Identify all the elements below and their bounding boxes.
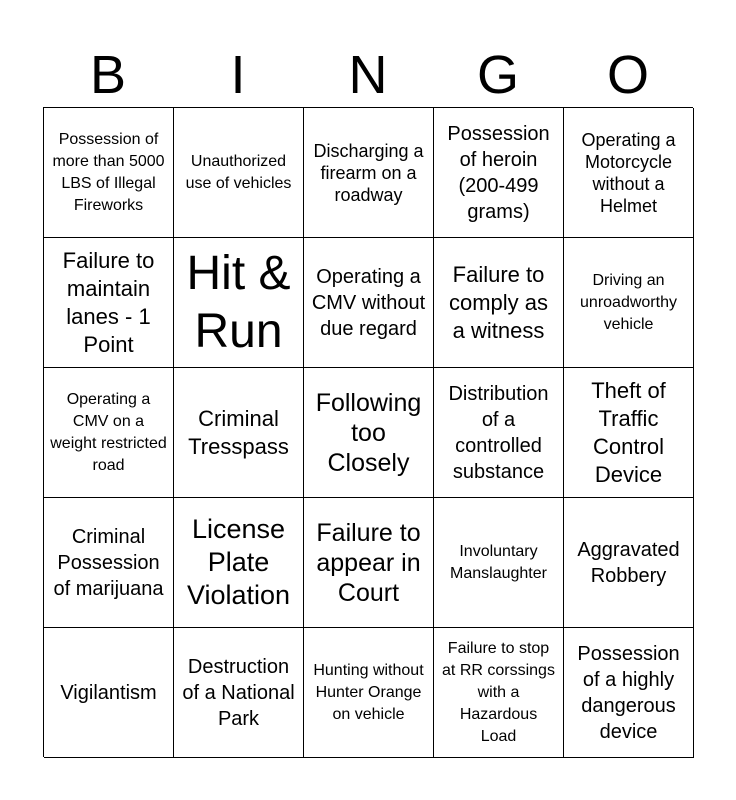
cell-text: Failure to maintain lanes - 1 Point — [62, 247, 155, 357]
bingo-cell-r3c2[interactable] — [174, 368, 304, 498]
cell-text: Operating a CMV without due regard — [311, 265, 426, 340]
bingo-cell-r4c4[interactable] — [434, 498, 564, 628]
header-letter-i: I — [230, 45, 246, 105]
header-letter-b: B — [89, 45, 127, 105]
bingo-cell-r1c4[interactable] — [434, 108, 564, 238]
cell-text: Theft of Traffic Control Device — [591, 377, 666, 487]
cell-text: Vigilantism — [60, 681, 157, 704]
cell-text: Discharging a firearm on a roadway — [313, 140, 424, 205]
bingo-cell-r4c2[interactable] — [174, 498, 304, 628]
bingo-cell-r2c1[interactable] — [44, 238, 174, 368]
bingo-cell-r2c5[interactable] — [564, 238, 694, 368]
bingo-header — [43, 44, 693, 106]
bingo-cell-r5c2[interactable] — [174, 628, 304, 758]
bingo-cell-r4c3[interactable] — [304, 498, 434, 628]
cell-text: Failure to appear in Court — [316, 518, 421, 607]
bingo-cell-r2c4[interactable] — [434, 238, 564, 368]
bingo-cell-r3c5[interactable] — [564, 368, 694, 498]
bingo-cell-r1c1[interactable] — [44, 108, 174, 238]
cell-text: Criminal Tresspass — [188, 405, 289, 459]
cell-text: Operating a Motorcycle without a Helmet — [581, 129, 676, 216]
cell-text: Involuntary Manslaughter — [450, 542, 547, 582]
cell-text: Possession of heroin (200-499 grams) — [447, 122, 550, 223]
bingo-cell-r4c5[interactable] — [564, 498, 694, 628]
cell-text: License Plate Violation — [186, 514, 291, 610]
cell-text: Aggravated Robbery — [577, 538, 680, 587]
header-letter-g: G — [476, 45, 519, 105]
cell-text: Criminal Possession of marijuana — [53, 525, 164, 600]
bingo-cell-r1c2[interactable] — [174, 108, 304, 238]
cell-text: Failure to stop at RR corssings with a Hazardous Load — [442, 639, 555, 745]
bingo-cell-r5c5[interactable] — [564, 628, 694, 758]
cell-text: Hunting without Hunter Orange on vehicle — [313, 661, 424, 723]
cell-text: Possession of a highly dangerous device — [577, 642, 680, 743]
header-letter-o: O — [606, 45, 649, 105]
cell-text: Operating a CMV on a weight restricted road — [50, 390, 167, 474]
cell-text: Failure to comply as a witness — [448, 261, 549, 343]
bingo-cell-r5c3[interactable] — [304, 628, 434, 758]
cell-text: Following too Closely — [315, 388, 422, 477]
cell-text: Destruction of a National Park — [182, 655, 295, 730]
bingo-cell-r2c2[interactable] — [174, 238, 304, 368]
cell-text: Driving an unroadworthy vehicle — [580, 271, 677, 333]
cell-text: Unauthorized use of vehicles — [185, 152, 292, 192]
bingo-cell-r3c1[interactable] — [44, 368, 174, 498]
bingo-cell-r3c3[interactable] — [304, 368, 434, 498]
bingo-cell-r2c3[interactable] — [304, 238, 434, 368]
bingo-cell-r3c4[interactable] — [434, 368, 564, 498]
bingo-cell-r1c3[interactable] — [304, 108, 434, 238]
header-letter-n: N — [348, 45, 388, 105]
bingo-cell-r4c1[interactable] — [44, 498, 174, 628]
cell-text: Hit & Run — [186, 246, 291, 358]
cell-text: Distribution of a controlled substance — [448, 382, 549, 483]
bingo-cell-r1c5[interactable] — [564, 108, 694, 238]
bingo-cell-r5c1[interactable] — [44, 628, 174, 758]
bingo-cell-r5c4[interactable] — [434, 628, 564, 758]
bingo-board — [43, 107, 693, 757]
cell-text: Possession of more than 5000 LBS of Illegal Fireworks — [52, 130, 165, 214]
